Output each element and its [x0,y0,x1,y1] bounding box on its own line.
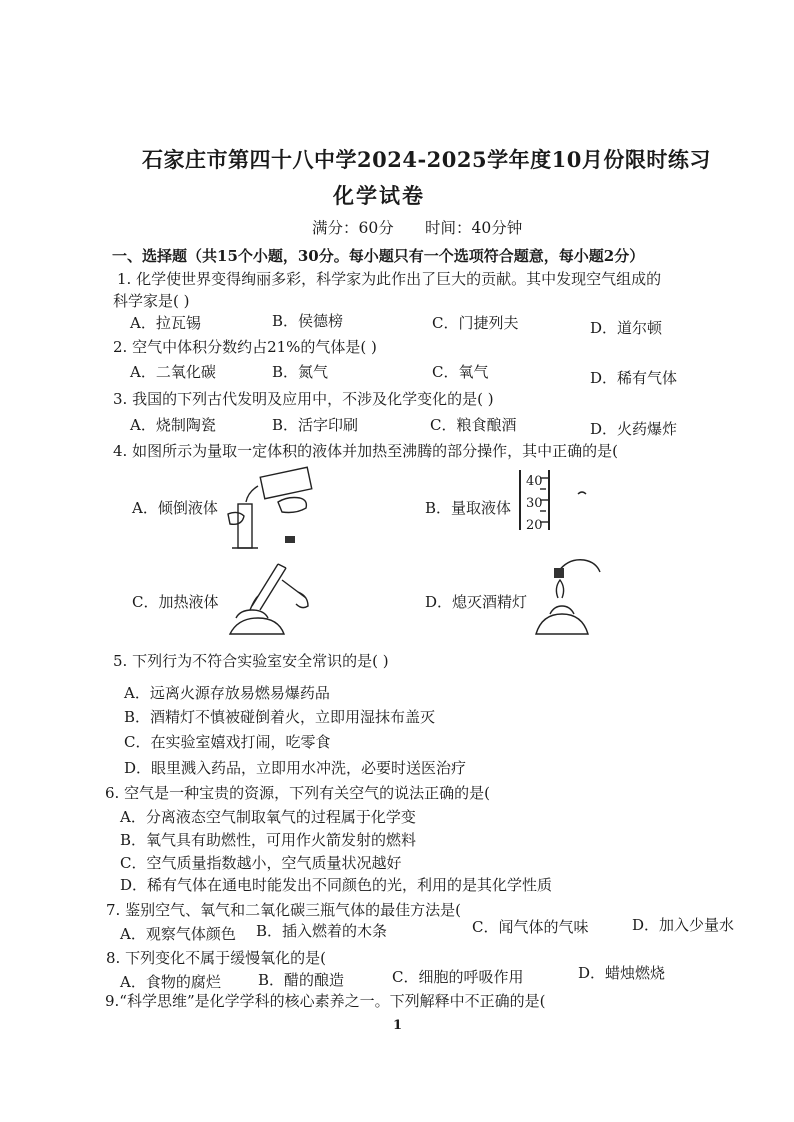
q1-option-a: A．拉瓦锡 [130,314,201,332]
q4-option-b: B．量取液体 [425,499,512,517]
page-number: 1 [393,1018,403,1033]
q2-option-c: C．氧气 [432,363,489,381]
q8-option-b: B．醋的酿造 [258,971,345,989]
q1-option-d: D．道尔顿 [590,319,663,337]
q7-option-a: A．观察气体颜色 [120,925,236,943]
cylinder-left-wall [519,470,521,530]
heating-liquid-figure [222,556,322,646]
q5-option-b: B．酒精灯不慎被碰倒着火，立即用湿抹布盖灭 [124,708,436,726]
extinguish-lamp-figure [528,552,608,644]
q8-option-c: C．细胞的呼吸作用 [392,968,524,986]
q1-stem-line1: 1. 化学使世界变得绚丽多彩，科学家为此作出了巨大的贡献。其中发现空气组成的 [117,270,662,288]
q4-option-c: C．加热液体 [132,593,219,611]
time-limit: 时间：40分钟 [425,219,523,237]
smudge-mark [285,536,295,543]
q5-stem: 5. 下列行为不符合实验室安全常识的是( ) [113,652,389,670]
q6-option-d: D．稀有气体在通电时能发出不同颜色的光，利用的是其化学性质 [120,876,553,894]
q2-option-d: D．稀有气体 [590,369,678,387]
q9-stem: 9.“科学思维”是化学学科的核心素养之一。下列解释中不正确的是( [105,992,546,1010]
q7-option-d: D．加入少量水 [632,916,735,934]
exam-subtitle: 化学试卷 [333,183,425,208]
pouring-liquid-figure [218,462,328,554]
q7-option-b: B．插入燃着的木条 [256,922,388,940]
q5-option-c: C．在实验室嬉戏打闹，吃零食 [124,733,331,751]
q8-option-d: D．蜡烛燃烧 [578,964,666,982]
q1-option-b: B．侯德榜 [272,312,344,330]
q5-option-a: A．远离火源存放易燃易爆药品 [124,684,330,702]
q4-option-a: A．倾倒液体 [132,499,218,517]
q7-option-c: C．闻气体的气味 [472,918,589,936]
q4-stem: 4. 如图所示为量取一定体积的液体并加热至沸腾的部分操作，其中正确的是( [113,442,618,460]
q1-option-c: C．门捷列夫 [432,314,519,332]
q5-option-d: D．眼里溅入药品，立即用水冲洗，必要时送医治疗 [124,759,467,777]
q3-option-b: B．活字印刷 [272,416,359,434]
scale-tick-20: 20 [526,518,543,533]
q6-stem: 6. 空气是一种宝贵的资源，下列有关空气的说法正确的是( [105,784,490,802]
q2-option-a: A．二氧化碳 [130,363,216,381]
q6-option-b: B．氧气具有助燃性，可用作火箭发射的燃料 [120,831,417,849]
q8-option-a: A．食物的腐烂 [120,973,221,991]
exam-title: 石家庄市第四十八中学2024-2025学年度10月份限时练习 [142,147,711,172]
q2-option-b: B．氮气 [272,363,329,381]
q3-option-a: A．烧制陶瓷 [130,416,216,434]
eye-icon [578,492,586,494]
q3-option-d: D．火药爆炸 [590,420,678,438]
q6-option-a: A．分离液态空气制取氧气的过程属于化学变 [120,808,416,826]
cylinder-scale-marks [540,474,590,534]
scale-tick-40: 40 [526,474,543,489]
q1-stem-line2: 科学家是( ) [113,292,190,310]
q4-option-d: D．熄灭酒精灯 [425,593,528,611]
q7-stem: 7. 鉴别空气、氧气和二氧化碳三瓶气体的最佳方法是( [106,901,461,919]
q6-option-c: C．空气质量指数越小，空气质量状况越好 [120,854,402,872]
q3-stem: 3. 我国的下列古代发明及应用中，不涉及化学变化的是( ) [113,390,494,408]
q3-option-c: C．粮食酿酒 [430,416,517,434]
full-score: 满分：60分 [312,219,394,237]
section-heading: 一、选择题（共15个小题，30分。每小题只有一个选项符合题意，每小题2分） [112,247,645,265]
q2-stem: 2. 空气中体积分数约占21%的气体是( ) [113,338,377,356]
scale-tick-30: 30 [526,496,543,511]
q8-stem: 8. 下列变化不属于缓慢氧化的是( [106,949,326,967]
